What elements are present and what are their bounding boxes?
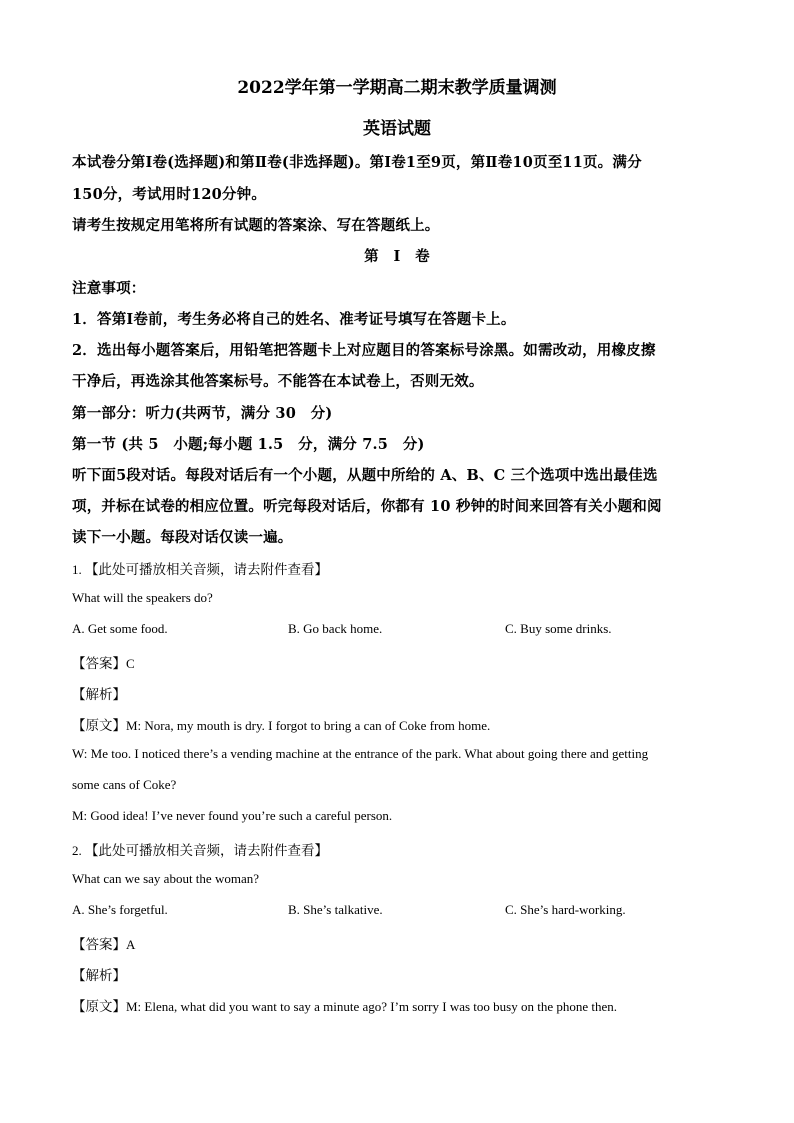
notes-item-2-line-2: 干净后，再选涂其他答案标号。不能答在本试卷上，否则无效。 — [72, 373, 484, 390]
question-1-text: What will the speakers do? — [72, 590, 213, 605]
part1-instructions-3: 读下一小题。每段对话仅读一遍。 — [72, 529, 293, 546]
question-1-header — [72, 558, 328, 578]
notes-heading: 注意事项： — [72, 280, 146, 297]
question-2-answer — [72, 933, 135, 953]
question-1-answer — [72, 652, 135, 672]
question-2-option-a: A. She’s forgetful. — [72, 902, 168, 917]
part1-heading: 第一部分：听力(共两节，满分 30 分) — [72, 405, 333, 422]
question-2-transcript-1 — [72, 995, 617, 1015]
section-title: 第 Ⅰ 卷 — [364, 248, 430, 265]
audio-note: 【此处可播放相关音频，请去附件查看】 — [85, 562, 328, 577]
question-1-transcript-1 — [72, 714, 490, 734]
intro-line-1: 本试卷分第Ⅰ卷(选择题)和第Ⅱ卷(非选择题)。第Ⅰ卷1至9页，第Ⅱ卷10页至11页。满分 — [72, 154, 642, 171]
intro-line-2: 150分，考试用时120分钟。 — [72, 186, 267, 203]
question-1-option-b: B. Go back home. — [288, 621, 383, 636]
question-2-option-b: B. She’s talkative. — [288, 902, 383, 917]
transcript-label: 【原文】 — [72, 718, 126, 733]
answer-value: A — [126, 937, 136, 952]
question-2-text: What can we say about the woman? — [72, 871, 259, 886]
transcript-line: M: Elena, what did you want to say a minute ago? I’m sorry I was too busy on the phone then. — [126, 999, 618, 1014]
question-1-transcript-4: M: Good idea! I’ve never found you’re such a careful person. — [72, 808, 393, 823]
question-1-option-c: C. Buy some drinks. — [505, 621, 612, 636]
question-2-analysis-label — [72, 964, 126, 984]
notes-item-2-line-1: 2．选出每小题答案后，用铅笔把答题卡上对应题目的答案标号涂黑。如需改动，用橡皮擦 — [72, 342, 656, 359]
question-number: 2. — [72, 843, 82, 858]
part1-instructions-1: 听下面5段对话。每段对话后有一个小题，从题中所给的 A、B、C 三个选项中选出最佳选 — [72, 467, 658, 484]
analysis-label: 【解析】 — [72, 968, 126, 983]
transcript-line: M: Nora, my mouth is dry. I forgot to bring a can of Coke from home. — [126, 718, 491, 733]
answer-value: C — [126, 656, 135, 671]
question-2-header — [72, 839, 328, 859]
part1-section1: 第一节 (共 5 小题;每小题 1.5 分，满分 7.5 分) — [72, 436, 425, 453]
question-1-transcript-2: W: Me too. I noticed there’s a vending machine at the entrance of the park. What about going there and getting — [72, 746, 649, 761]
exam-title: 2022学年第一学期高二期末教学质量调测 — [237, 78, 557, 98]
answer-label: 【答案】 — [72, 937, 126, 952]
exam-subject: 英语试题 — [363, 119, 431, 139]
question-1-option-a: A. Get some food. — [72, 621, 168, 636]
part1-instructions-2: 项，并标在试卷的相应位置。听完每段对话后，你都有 10 秒钟的时间来回答有关小题和阅 — [72, 498, 662, 515]
notes-item-1: 1．答第Ⅰ卷前，考生务必将自己的姓名、准考证号填写在答题卡上。 — [72, 311, 516, 328]
question-2-option-c: C. She’s hard-working. — [505, 902, 626, 917]
intro-line-3: 请考生按规定用笔将所有试题的答案涂、写在答题纸上。 — [72, 217, 440, 234]
question-number: 1. — [72, 562, 82, 577]
analysis-label: 【解析】 — [72, 687, 126, 702]
question-1-analysis-label — [72, 683, 126, 703]
audio-note: 【此处可播放相关音频，请去附件查看】 — [85, 843, 328, 858]
answer-label: 【答案】 — [72, 656, 126, 671]
question-1-transcript-3: some cans of Coke? — [72, 777, 177, 792]
transcript-label: 【原文】 — [72, 999, 126, 1014]
